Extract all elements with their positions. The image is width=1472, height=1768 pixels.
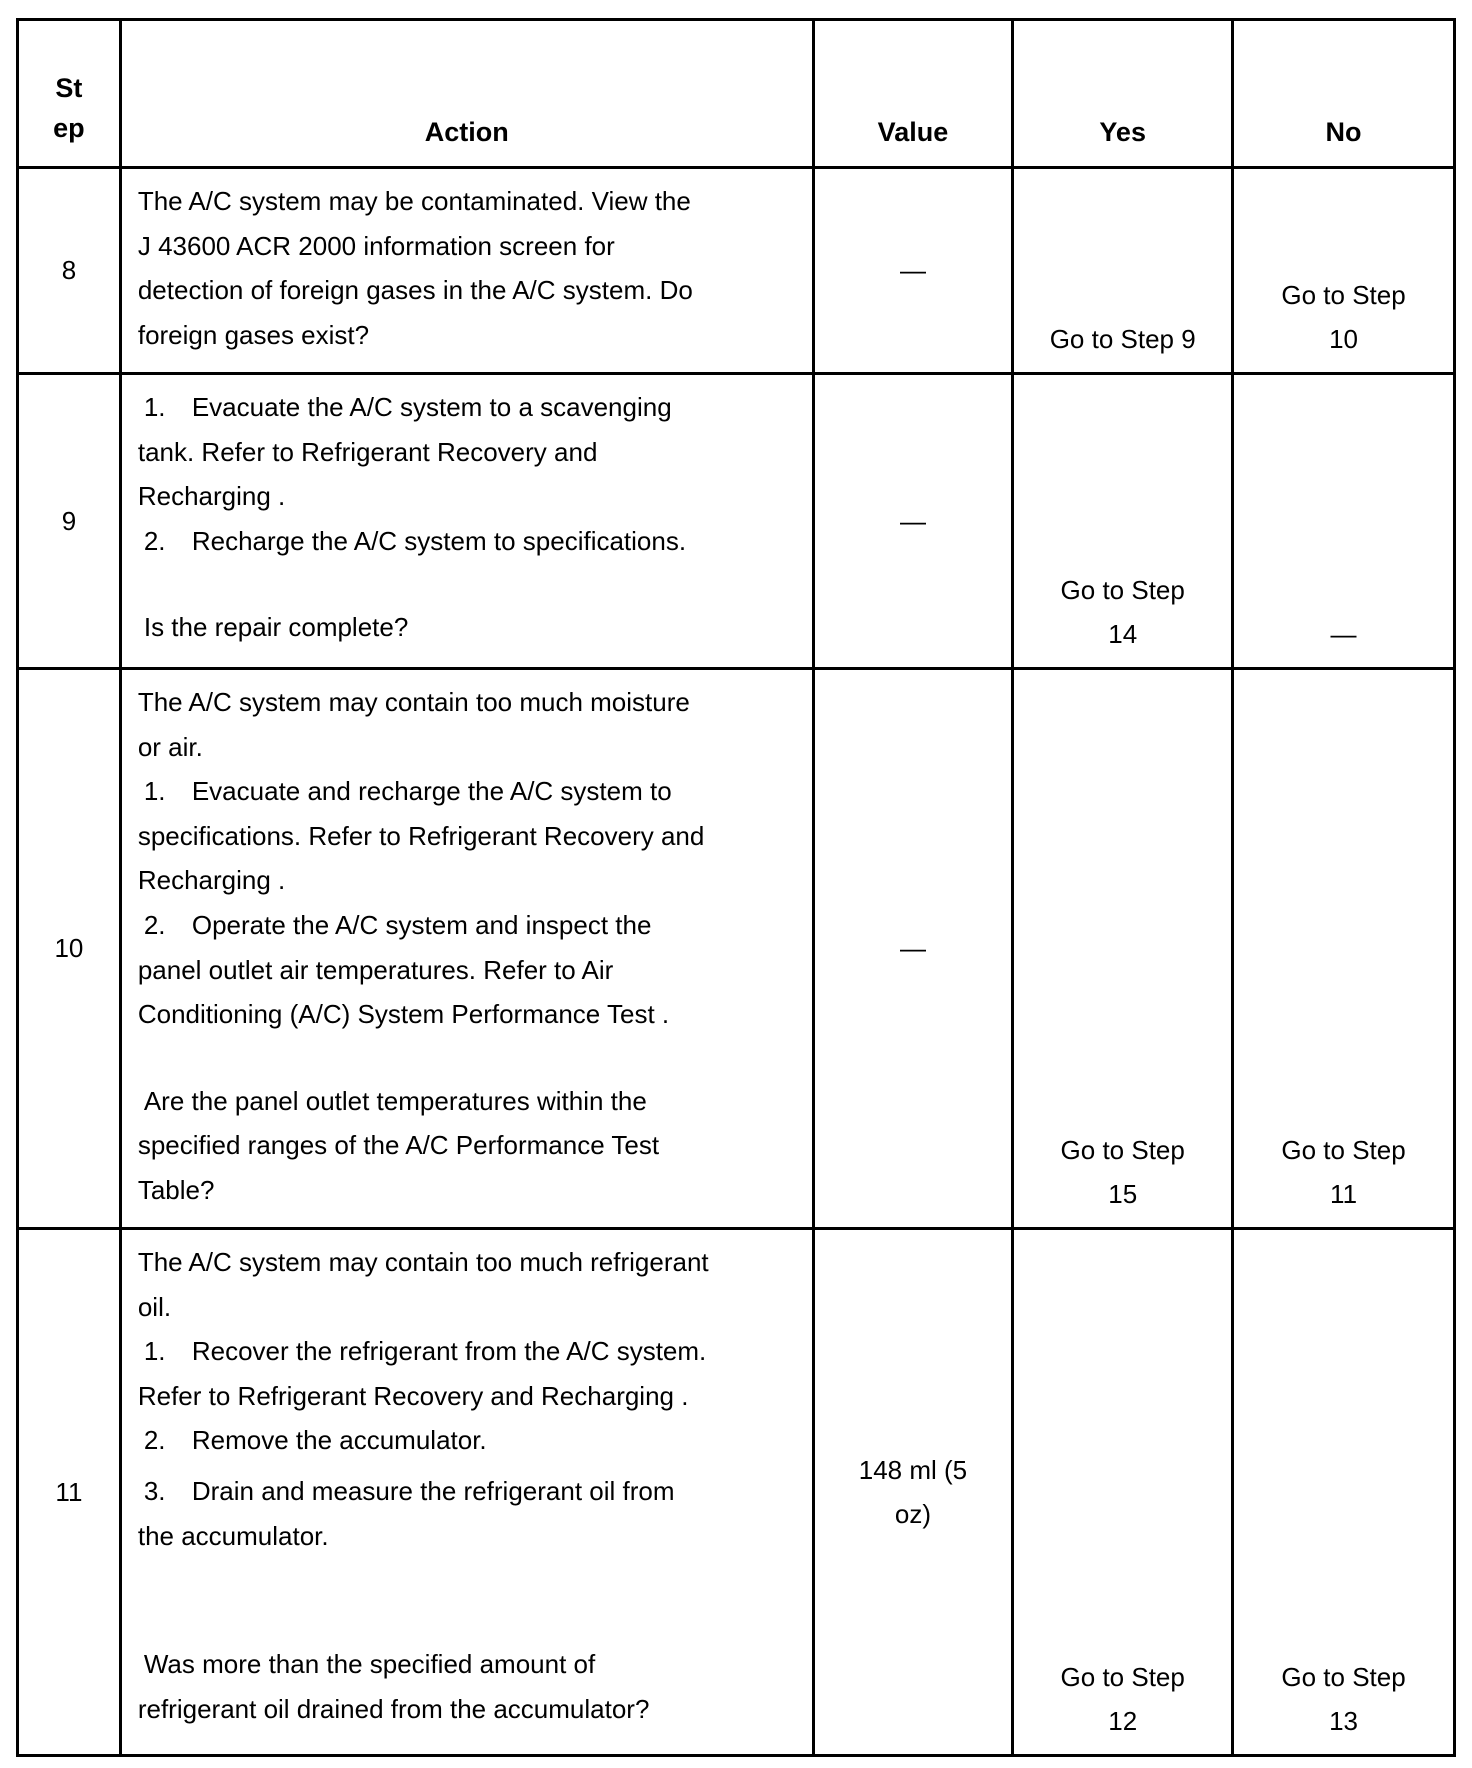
yes-line: Go to Step: [1060, 574, 1185, 605]
no-cell: —: [1233, 374, 1455, 669]
action-line: the accumulator.: [137, 1520, 329, 1551]
action-cell: [120, 669, 813, 1229]
table-row: [18, 374, 1455, 669]
step-number: 8: [18, 168, 121, 374]
item-text: Recharge the A/C system to specifications.: [191, 525, 687, 556]
item-text: Remove the accumulator.: [191, 1425, 487, 1456]
question-line: specified ranges of the A/C Performance Test: [137, 1130, 660, 1161]
action-line: detection of foreign gases in the A/C system. Do: [137, 275, 693, 306]
action-line: The A/C system may contain too much refrigerant: [137, 1247, 709, 1277]
action-line: Recharging .: [137, 865, 286, 896]
yes-line: 12: [1108, 1706, 1138, 1737]
action-line: specifications. Refer to Refrigerant Recovery and: [137, 820, 705, 851]
action-cell: [120, 1229, 813, 1756]
question-line: Is the repair complete?: [143, 612, 409, 643]
item-text: Recover the refrigerant from the A/C system.: [191, 1336, 707, 1367]
no-line: Go to Step: [1281, 1661, 1406, 1692]
value-cell: [813, 1229, 1013, 1756]
header-value: Value: [813, 20, 1013, 168]
header-row: [18, 20, 1455, 168]
no-line: 10: [1329, 324, 1359, 355]
action-line: tank. Refer to Refrigerant Recovery and: [137, 436, 598, 467]
item-number: 3.: [143, 1475, 166, 1506]
action-item: [138, 1329, 800, 1374]
question-line: refrigerant oil drained from the accumulator?: [137, 1693, 650, 1724]
no-line: 11: [1330, 1179, 1358, 1210]
table-row: [18, 669, 1455, 1229]
item-number: 2.: [143, 1425, 166, 1456]
header-yes: Yes: [1013, 20, 1233, 168]
action-line: Recharging .: [137, 481, 286, 512]
item-number: 1.: [143, 392, 166, 422]
table-row: [18, 168, 1455, 374]
header-action: Action: [120, 20, 813, 168]
step-number: 9: [18, 374, 121, 669]
action-line: The A/C system may be contaminated. View the: [137, 186, 691, 216]
action-line: The A/C system may contain too much moisture: [137, 687, 690, 717]
yes-line: 14: [1108, 619, 1138, 650]
action-line: or air.: [137, 731, 203, 762]
item-text: Drain and measure the refrigerant oil from: [191, 1475, 675, 1506]
action-item: [138, 903, 800, 948]
header-step-line1: St: [55, 73, 83, 103]
item-number: 1.: [143, 776, 166, 807]
action-line: J 43600 ACR 2000 information screen for: [137, 230, 615, 261]
action-line: oil.: [137, 1291, 172, 1322]
no-line: 13: [1329, 1706, 1359, 1737]
action-item: [138, 519, 800, 564]
action-item: [138, 385, 800, 430]
yes-cell: [1013, 1229, 1233, 1756]
action-item: [138, 1469, 800, 1514]
yes-cell: [1013, 374, 1233, 669]
no-line: Go to Step: [1281, 1134, 1406, 1165]
no-line: Go to Step: [1281, 279, 1406, 310]
question-line: Table?: [137, 1174, 215, 1205]
yes-line: 15: [1108, 1179, 1138, 1210]
header-step: [18, 20, 121, 168]
action-cell: [120, 374, 813, 669]
header-step-line2: ep: [53, 113, 85, 143]
action-item: [138, 769, 800, 814]
item-number: 2.: [143, 909, 166, 940]
diagnostic-table: [16, 18, 1456, 1757]
value-cell: —: [813, 669, 1013, 1229]
value-cell: —: [813, 374, 1013, 669]
value-cell: —: [813, 168, 1013, 374]
question-line: Are the panel outlet temperatures within the: [143, 1085, 647, 1116]
yes-cell: Go to Step 9: [1013, 168, 1233, 374]
step-number: 11: [18, 1229, 121, 1756]
no-cell: [1233, 1229, 1455, 1756]
no-cell: [1233, 669, 1455, 1229]
yes-cell: [1013, 669, 1233, 1229]
item-text: Operate the A/C system and inspect the: [191, 909, 652, 940]
item-number: 1.: [143, 1336, 166, 1367]
item-text: Evacuate the A/C system to a scavenging: [191, 392, 672, 422]
action-line: Conditioning (A/C) System Performance Test .: [137, 999, 670, 1030]
item-text: Evacuate and recharge the A/C system to: [191, 776, 672, 807]
step-number: 10: [18, 669, 121, 1229]
value-line: 148 ml (5: [858, 1455, 968, 1485]
item-number: 2.: [143, 525, 166, 556]
value-line: oz): [894, 1499, 932, 1529]
action-item: [138, 1418, 800, 1463]
table-row: [18, 1229, 1455, 1756]
action-line: Refer to Refrigerant Recovery and Recharging .: [137, 1380, 689, 1411]
yes-line: Go to Step: [1060, 1134, 1185, 1165]
question-line: Was more than the specified amount of: [143, 1649, 596, 1680]
action-cell: [120, 168, 813, 374]
action-line: foreign gases exist?: [137, 319, 370, 350]
no-cell: [1233, 168, 1455, 374]
header-no: No: [1233, 20, 1455, 168]
yes-line: Go to Step: [1060, 1661, 1185, 1692]
action-line: panel outlet air temperatures. Refer to Air: [137, 954, 614, 985]
